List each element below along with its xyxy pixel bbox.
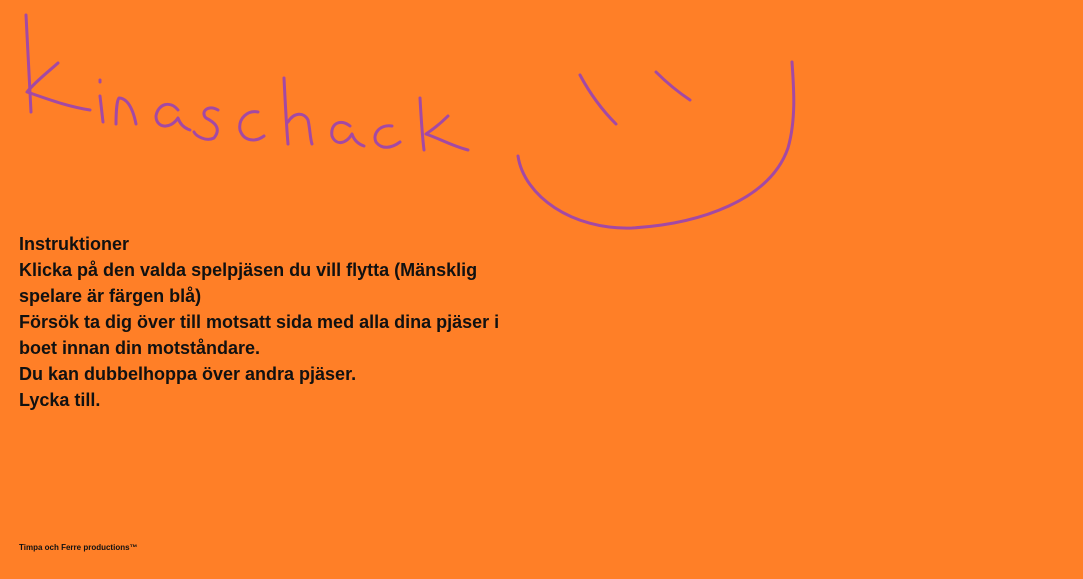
credits-text: Timpa och Ferre productions™: [19, 543, 138, 552]
instruction-line: Klicka på den valda spelpjäsen du vill flytta (Mänsklig spelare är färgen blå): [19, 260, 478, 306]
instructions-heading: Instruktioner: [19, 234, 130, 254]
title-handwriting: [26, 15, 468, 150]
instruction-line: Lycka till.: [19, 390, 101, 410]
instruction-line: Försök ta dig över till motsatt sida med alla dina pjäser i boet innan din motståndare.: [19, 312, 500, 358]
instruction-line: Du kan dubbelhoppa över andra pjäser.: [19, 364, 357, 384]
instructions-panel: [19, 231, 519, 413]
smiley-face-icon: [518, 62, 794, 228]
